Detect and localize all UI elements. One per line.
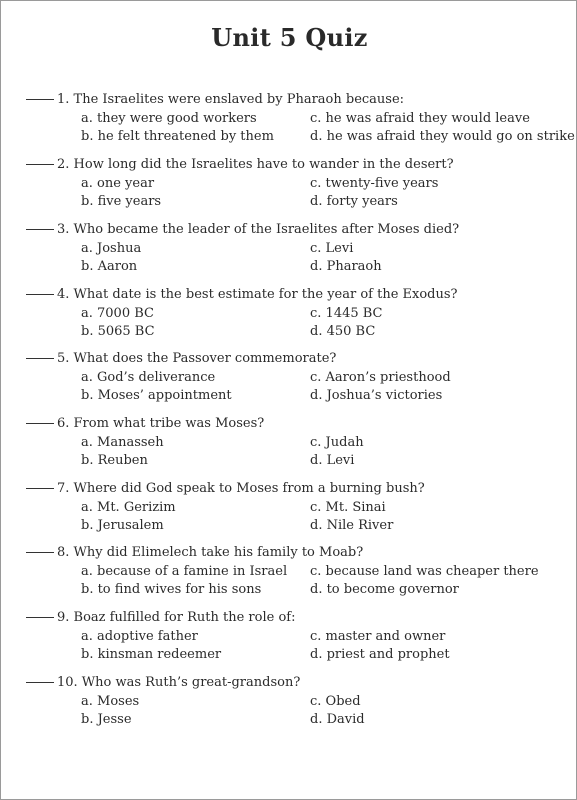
- option-c: c. Mt. Sinai: [310, 500, 386, 515]
- question-10: [26, 674, 556, 729]
- option-a: a. one year: [81, 176, 155, 191]
- option-c: c. Obed: [310, 694, 361, 709]
- option-b: b. kinsman redeemer: [81, 647, 222, 662]
- option-c: c. twenty-five years: [310, 176, 439, 191]
- answer-blank[interactable]: [26, 163, 54, 165]
- option-b: b. Jerusalem: [81, 518, 164, 533]
- answer-blank[interactable]: [26, 681, 54, 683]
- option-d: d. Pharaoh: [310, 259, 382, 274]
- question-8: [26, 544, 556, 599]
- question-2: [26, 156, 556, 211]
- question-stem: 5. What does the Passover commemorate?: [57, 351, 337, 366]
- answer-blank[interactable]: [26, 616, 54, 618]
- option-a: a. adoptive father: [81, 629, 198, 644]
- option-b: b. he felt threatened by them: [81, 129, 274, 144]
- option-a: a. Joshua: [81, 241, 142, 256]
- answer-blank[interactable]: [26, 98, 54, 100]
- option-b: b. 5065 BC: [81, 324, 155, 339]
- answer-blank[interactable]: [26, 551, 54, 553]
- option-d: d. 450 BC: [310, 324, 376, 339]
- question-1: [26, 91, 575, 146]
- question-7: [26, 480, 556, 535]
- option-d: d. forty years: [310, 194, 398, 209]
- option-c: c. 1445 BC: [310, 306, 383, 321]
- option-a: a. God’s deliverance: [81, 370, 216, 385]
- option-b: b. Aaron: [81, 259, 138, 274]
- question-stem: 6. From what tribe was Moses?: [57, 416, 265, 431]
- option-c: c. Aaron’s priesthood: [310, 370, 451, 385]
- question-stem: 9. Boaz fulfilled for Ruth the role of:: [57, 610, 296, 625]
- question-stem: 3. Who became the leader of the Israelites after Moses died?: [57, 222, 460, 237]
- option-b: b. five years: [81, 194, 162, 209]
- option-a: a. 7000 BC: [81, 306, 154, 321]
- option-a: a. Manasseh: [81, 435, 164, 450]
- answer-blank[interactable]: [26, 357, 54, 359]
- option-b: b. Reuben: [81, 453, 148, 468]
- answer-blank[interactable]: [26, 293, 54, 295]
- option-a: a. they were good workers: [81, 111, 257, 126]
- question-6: [26, 415, 556, 470]
- option-c: c. because land was cheaper there: [310, 564, 539, 579]
- question-stem: 10. Who was Ruth’s great-grandson?: [57, 675, 301, 690]
- option-a: a. Mt. Gerizim: [81, 500, 176, 515]
- option-d: d. he was afraid they would go on strike: [310, 129, 575, 144]
- option-d: d. priest and prophet: [310, 647, 450, 662]
- option-a: a. because of a famine in Israel: [81, 564, 288, 579]
- question-9: [26, 609, 556, 664]
- question-stem: 7. Where did God speak to Moses from a burning bush?: [57, 481, 425, 496]
- answer-blank[interactable]: [26, 487, 54, 489]
- option-d: d. Levi: [310, 453, 355, 468]
- option-d: d. Joshua’s victories: [310, 388, 443, 403]
- question-5: [26, 350, 556, 405]
- question-stem: 8. Why did Elimelech take his family to Moab?: [57, 545, 364, 560]
- option-b: b. to find wives for his sons: [81, 582, 262, 597]
- option-b: b. Moses’ appointment: [81, 388, 232, 403]
- option-c: c. he was afraid they would leave: [310, 111, 530, 126]
- question-stem: 4. What date is the best estimate for the year of the Exodus?: [57, 287, 458, 302]
- question-stem: 2. How long did the Israelites have to wander in the desert?: [57, 157, 454, 172]
- option-d: d. Nile River: [310, 518, 394, 533]
- option-b: b. Jesse: [81, 712, 132, 727]
- question-stem: 1. The Israelites were enslaved by Pharaoh because:: [57, 92, 405, 107]
- answer-blank[interactable]: [26, 422, 54, 424]
- option-a: a. Moses: [81, 694, 140, 709]
- answer-blank[interactable]: [26, 228, 54, 230]
- option-c: c. Levi: [310, 241, 354, 256]
- question-4: [26, 286, 556, 341]
- option-c: c. master and owner: [310, 629, 446, 644]
- quiz-title: Unit 5 Quiz: [211, 23, 368, 52]
- question-3: [26, 221, 556, 276]
- option-c: c. Judah: [310, 435, 364, 450]
- option-d: d. David: [310, 712, 365, 727]
- option-d: d. to become governor: [310, 582, 459, 597]
